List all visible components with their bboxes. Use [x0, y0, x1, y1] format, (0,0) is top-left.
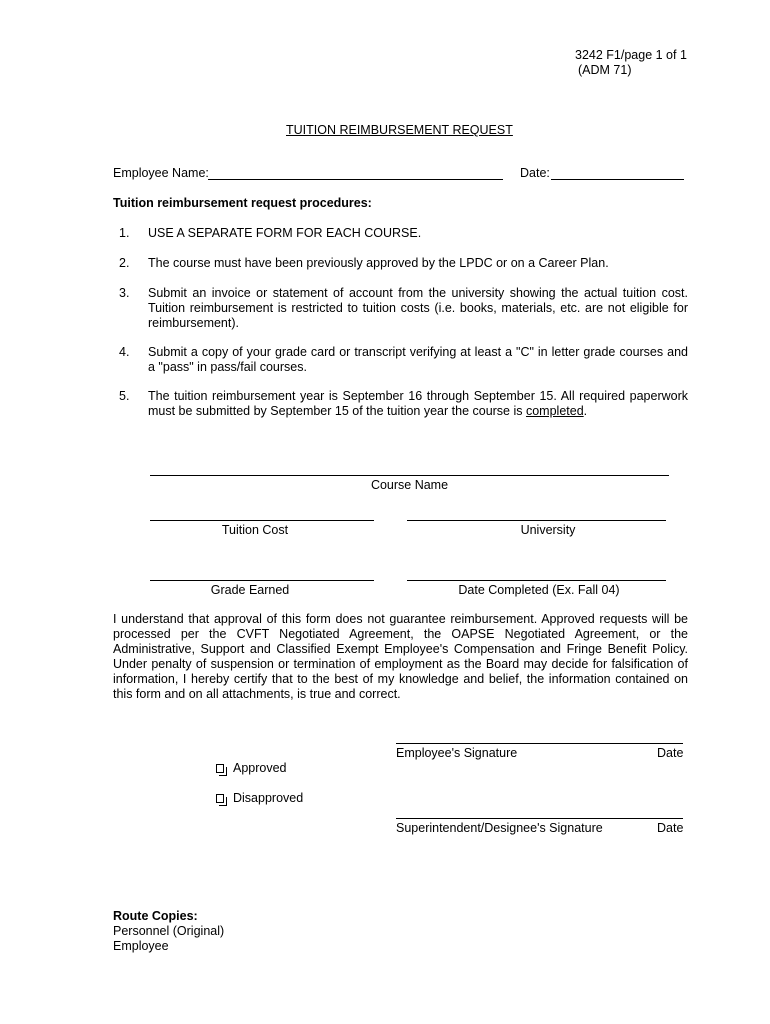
employee-signature-field[interactable]: [396, 743, 683, 744]
route-copy-personnel: Personnel (Original): [113, 924, 225, 938]
date-field[interactable]: [551, 179, 684, 180]
superintendent-signature-date-label: Date: [657, 821, 684, 835]
completed-underlined: completed: [525, 404, 584, 418]
procedure-text: Submit a copy of your grade card or transcript verifying at least a "C" in letter grade courses and a "pass" in pass/fail courses.: [148, 345, 688, 374]
employee-name-field[interactable]: [208, 179, 503, 180]
course-name-label: Course Name: [370, 478, 449, 492]
university-label: University: [520, 523, 576, 537]
procedure-number: 1.: [119, 226, 130, 240]
date-completed-field[interactable]: [407, 580, 666, 581]
superintendent-signature-field[interactable]: [396, 818, 683, 819]
grade-earned-field[interactable]: [150, 580, 374, 581]
disapproved-label: Disapproved: [233, 791, 304, 805]
procedure-number: 4.: [119, 345, 130, 359]
procedure-text: Submit an invoice or statement of account from the university showing the actual tuition cost. Tuition reimbursement is restricted to tuition costs (i.e. books, materials, etc. are not eligible for reimbursement).: [148, 286, 688, 330]
employee-signature-label: Employee's Signature: [396, 746, 518, 760]
certification-statement: I understand that approval of this form does not guarantee reimbursement. Approved requests will be processed per the CVFT Negotiated Agreement, the OAPSE Negotiated Agreement, or the Administrative, Support and Classified Exempt Employee's Compensation and Fringe Benefit Policy. Under penalty of suspension or termination of employment as the Board may decide for falsification of information, I hereby certify that to the best of my knowledge and belief, the information contained on this form and on all attachments, is true and correct.: [113, 612, 688, 701]
disapproved-checkbox[interactable]: [216, 794, 224, 803]
route-copy-employee: Employee: [113, 939, 169, 953]
procedure-text: USE A SEPARATE FORM FOR EACH COURSE.: [148, 226, 422, 240]
procedure-number: 2.: [119, 256, 130, 270]
procedure-text: The course must have been previously approved by the LPDC or on a Career Plan.: [148, 256, 609, 270]
date-label: Date:: [520, 166, 550, 180]
procedure-text: The tuition reimbursement year is September 16 through September 15. All required paperwork must be submitted by September 15 of the tuition year the course is completed.: [148, 389, 688, 418]
adm-code: (ADM 71): [578, 63, 632, 77]
date-completed-label: Date Completed (Ex. Fall 04): [458, 583, 620, 597]
employee-signature-date-label: Date: [657, 746, 684, 760]
procedures-heading: Tuition reimbursement request procedures:: [113, 196, 372, 210]
tuition-cost-field[interactable]: [150, 520, 374, 521]
tuition-cost-label: Tuition Cost: [221, 523, 289, 537]
university-field[interactable]: [407, 520, 666, 521]
form-number: 3242 F1/page 1 of 1: [575, 48, 687, 62]
approved-checkbox[interactable]: [216, 764, 224, 773]
form-title: TUITION REIMBURSEMENT REQUEST: [286, 123, 513, 137]
grade-earned-label: Grade Earned: [210, 583, 290, 597]
route-copies-heading: Route Copies:: [113, 909, 198, 923]
procedure-number: 3.: [119, 286, 130, 300]
approved-label: Approved: [233, 761, 287, 775]
procedure-number: 5.: [119, 389, 130, 403]
employee-name-label: Employee Name:: [113, 166, 209, 180]
superintendent-signature-label: Superintendent/Designee's Signature: [396, 821, 603, 835]
course-name-field[interactable]: [150, 475, 669, 476]
